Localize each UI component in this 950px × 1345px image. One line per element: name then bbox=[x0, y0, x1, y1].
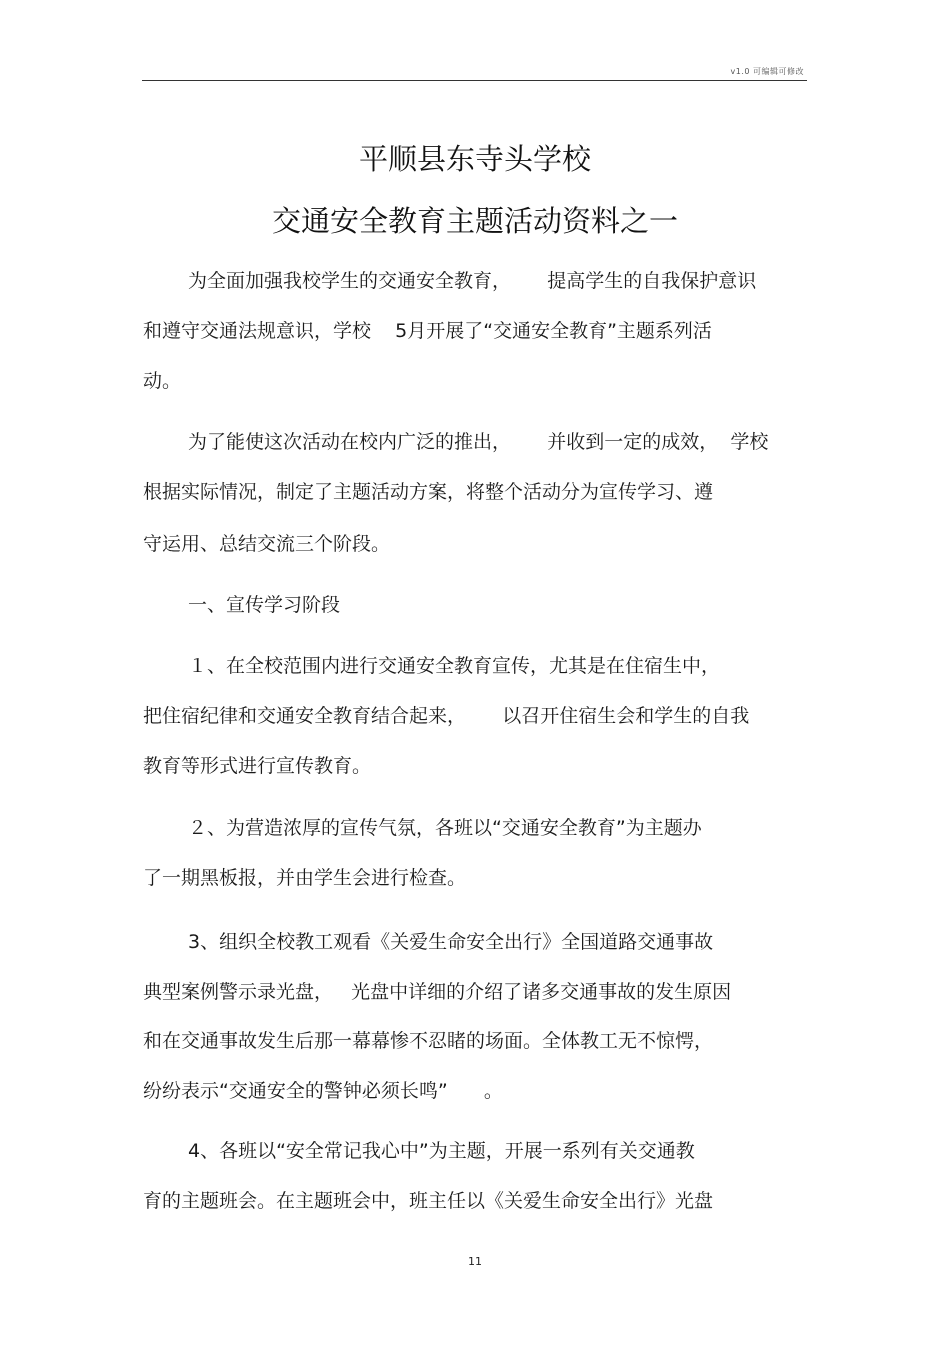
list-item-3-line: 3、组织全校教工观看《关爱生命安全出行》全国道路交通事故 bbox=[188, 931, 714, 953]
list-item-2-line: ２、为营造浓厚的宣传气氛，各班以“交通安全教育”为主题办 bbox=[188, 817, 702, 839]
section-heading-publicity: 一、宣传学习阶段 bbox=[188, 594, 341, 616]
paragraph-plan-line: 根据实际情况，制定了主题活动方案，将整个活动分为宣传学习、遵 bbox=[143, 481, 714, 503]
paragraph-intro-line: 动。 bbox=[143, 370, 182, 392]
list-item-3-line: 纷纷表示“交通安全的警钟必须长鸣” 。 bbox=[143, 1080, 503, 1102]
list-item-1-line: 把住宿纪律和交通安全教育结合起来， 以召开住宿生会和学生的自我 bbox=[143, 705, 750, 727]
page-number: 11 bbox=[468, 1255, 482, 1268]
paragraph-intro-line: 和遵守交通法规意识，学校 5月开展了“交通安全教育”主题系列活 bbox=[143, 320, 712, 342]
header-divider bbox=[142, 80, 807, 81]
list-item-3-line: 典型案例警示录光盘， 光盘中详细的介绍了诸多交通事故的发生原因 bbox=[143, 981, 732, 1003]
paragraph-intro-line: 为全面加强我校学生的交通安全教育， 提高学生的自我保护意识 bbox=[188, 270, 757, 292]
list-item-1-line: １、在全校范围内进行交通安全教育宣传，尤其是在住宿生中， bbox=[188, 655, 721, 677]
list-item-4-line: 4、各班以“安全常记我心中”为主题，开展一系列有关交通教 bbox=[188, 1140, 695, 1162]
paragraph-plan-line: 守运用、总结交流三个阶段。 bbox=[143, 533, 391, 555]
header-version-note: v1.0 可编辑可修改 bbox=[730, 67, 804, 76]
list-item-4-line: 育的主题班会。在主题班会中，班主任以《关爱生命安全出行》光盘 bbox=[143, 1190, 714, 1212]
paragraph-plan-line: 为了能使这次活动在校内广泛的推出， 并收到一定的成效， 学校 bbox=[188, 431, 769, 453]
list-item-3-line: 和在交通事故发生后那一幕幕惨不忍睹的场面。全体教工无不惊愕， bbox=[143, 1030, 714, 1052]
list-item-2-line: 了一期黑板报，并由学生会进行检查。 bbox=[143, 867, 467, 889]
list-item-1-line: 教育等形式进行宣传教育。 bbox=[143, 755, 372, 777]
document-title-school: 平顺县东寺头学校 bbox=[358, 142, 591, 176]
document-title-topic: 交通安全教育主题活动资料之一 bbox=[271, 204, 678, 238]
